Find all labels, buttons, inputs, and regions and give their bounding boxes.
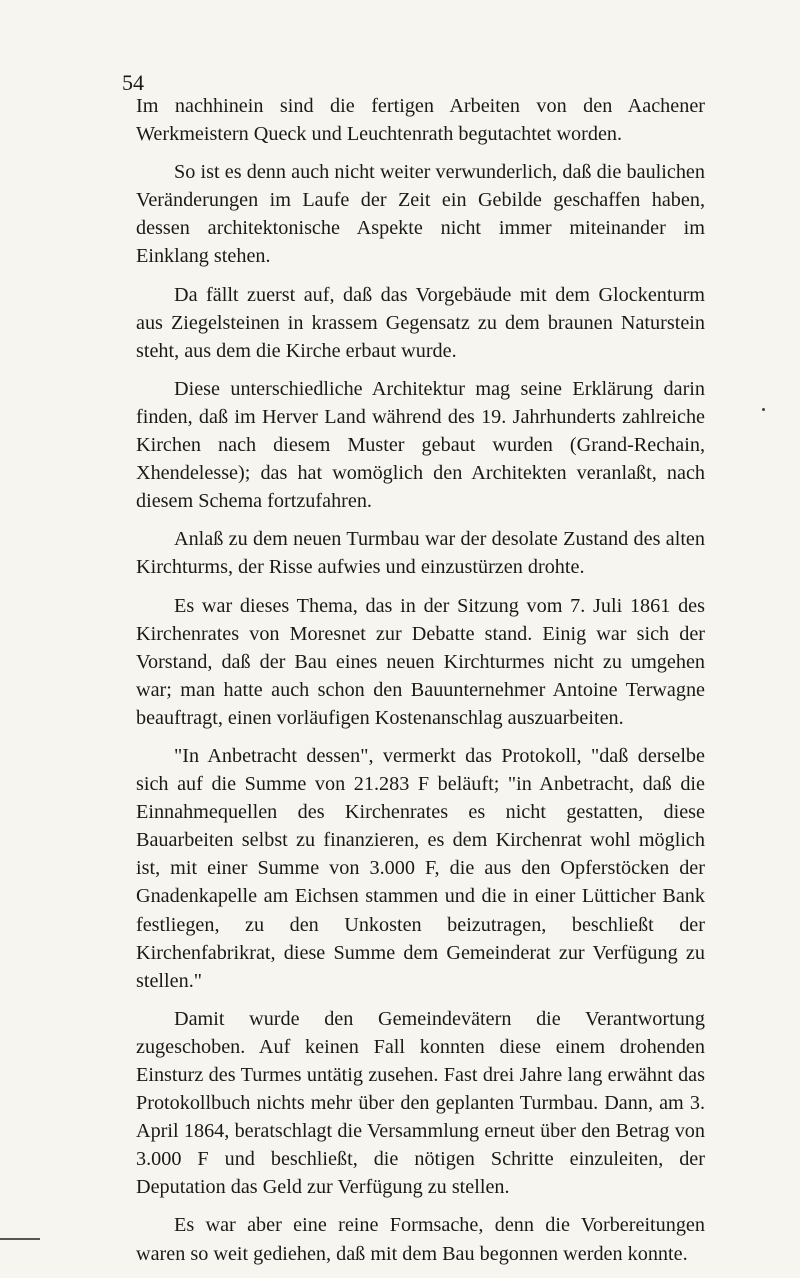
body-text <box>136 92 705 1278</box>
scan-speck <box>762 408 765 411</box>
paragraph-2: So ist es denn auch nicht weiter verwunderlich, daß die baulichen Veränderungen im Laufe der Zeit ein Gebilde geschaffen haben, dessen architektonische Aspekte nicht immer miteinander im Einklang stehen. <box>136 161 705 268</box>
paragraph-9: Es war aber eine reine Formsache, denn die Vorbereitungen waren so weit gediehen, daß mit dem Bau begonnen werden konnte. <box>136 1214 705 1265</box>
paragraph-4: Diese unterschiedliche Architektur mag seine Erklärung darin finden, daß im Herver Land während des 19. Jahrhunderts zahlreiche Kirchen nach diesem Muster gebaut wurden (Grand-Rechain, Xhendelesse); das hat womöglich den Architekten veranlaßt, nach diesem Schema fortzufahren. <box>136 377 705 513</box>
paragraph-6: Es war dieses Thema, das in der Sitzung vom 7. Juli 1861 des Kirchenrates von Moresnet zur Debatte stand. Einig war sich der Vorstand, daß der Bau eines neuen Kirchturmes nicht zu umgehen war; man hatte auch schon den Bauunternehmer Antoine Terwagne beauftragt, einen vorläufigen Kostenanschlag auszuarbeiten. <box>136 594 705 729</box>
paragraph-8: Damit wurde den Gemeindevätern die Verantwortung zugeschoben. Auf keinen Fall konnten diese einem drohenden Einsturz des Turmes untätig zusehen. Fast drei Jahre lang erwähnt das Protokollbuch nichts mehr über den geplanten Turmbau. Dann, am 3. April 1864, beratschlagt die Versammlung erneut über den Betrag von 3.000 F und beschließt, die nötigen Schritte einzuleiten, der Deputation das Geld zur Verfügung zu stellen. <box>136 1007 705 1199</box>
paragraph-5: Anlaß zu dem neuen Turmbau war der desolate Zustand des alten Kirchturms, der Risse aufwies und einzustürzen drohte. <box>136 528 705 579</box>
page-number: 54 <box>122 70 144 95</box>
paragraph-3: Da fällt zuerst auf, daß das Vorgebäude mit dem Glockenturm aus Ziegelsteinen in krassem Gegensatz zu dem braunen Naturstein steht, aus dem die Kirche erbaut wurde. <box>136 283 705 362</box>
paragraph-7: "In Anbetracht dessen", vermerkt das Protokoll, "daß derselbe sich auf die Summe von 21.283 F beläuft; "in Anbetracht, daß die Einnahmequellen des Kirchenrates es nicht gestatten, diese Bauarbeiten selbst zu finanzieren, es dem Kirchenrat wohl möglich ist, mit einer Summe von 3.000 F, die aus den Opferstöcken der Gnadenkapelle am Eichsen stammen und die in einer Lütticher Bank festliegen, zu den Unkosten beizutragen, beschließt der Kirchenfabrikrat, diese Summe dem Gemeinderat zur Verfügung zu stellen." <box>136 744 705 992</box>
scan-edge-line <box>0 1238 40 1240</box>
paragraph-1: Im nachhinein sind die fertigen Arbeiten von den Aachener Werkmeistern Queck und Leuchtenrath begutachtet worden. <box>136 95 705 146</box>
